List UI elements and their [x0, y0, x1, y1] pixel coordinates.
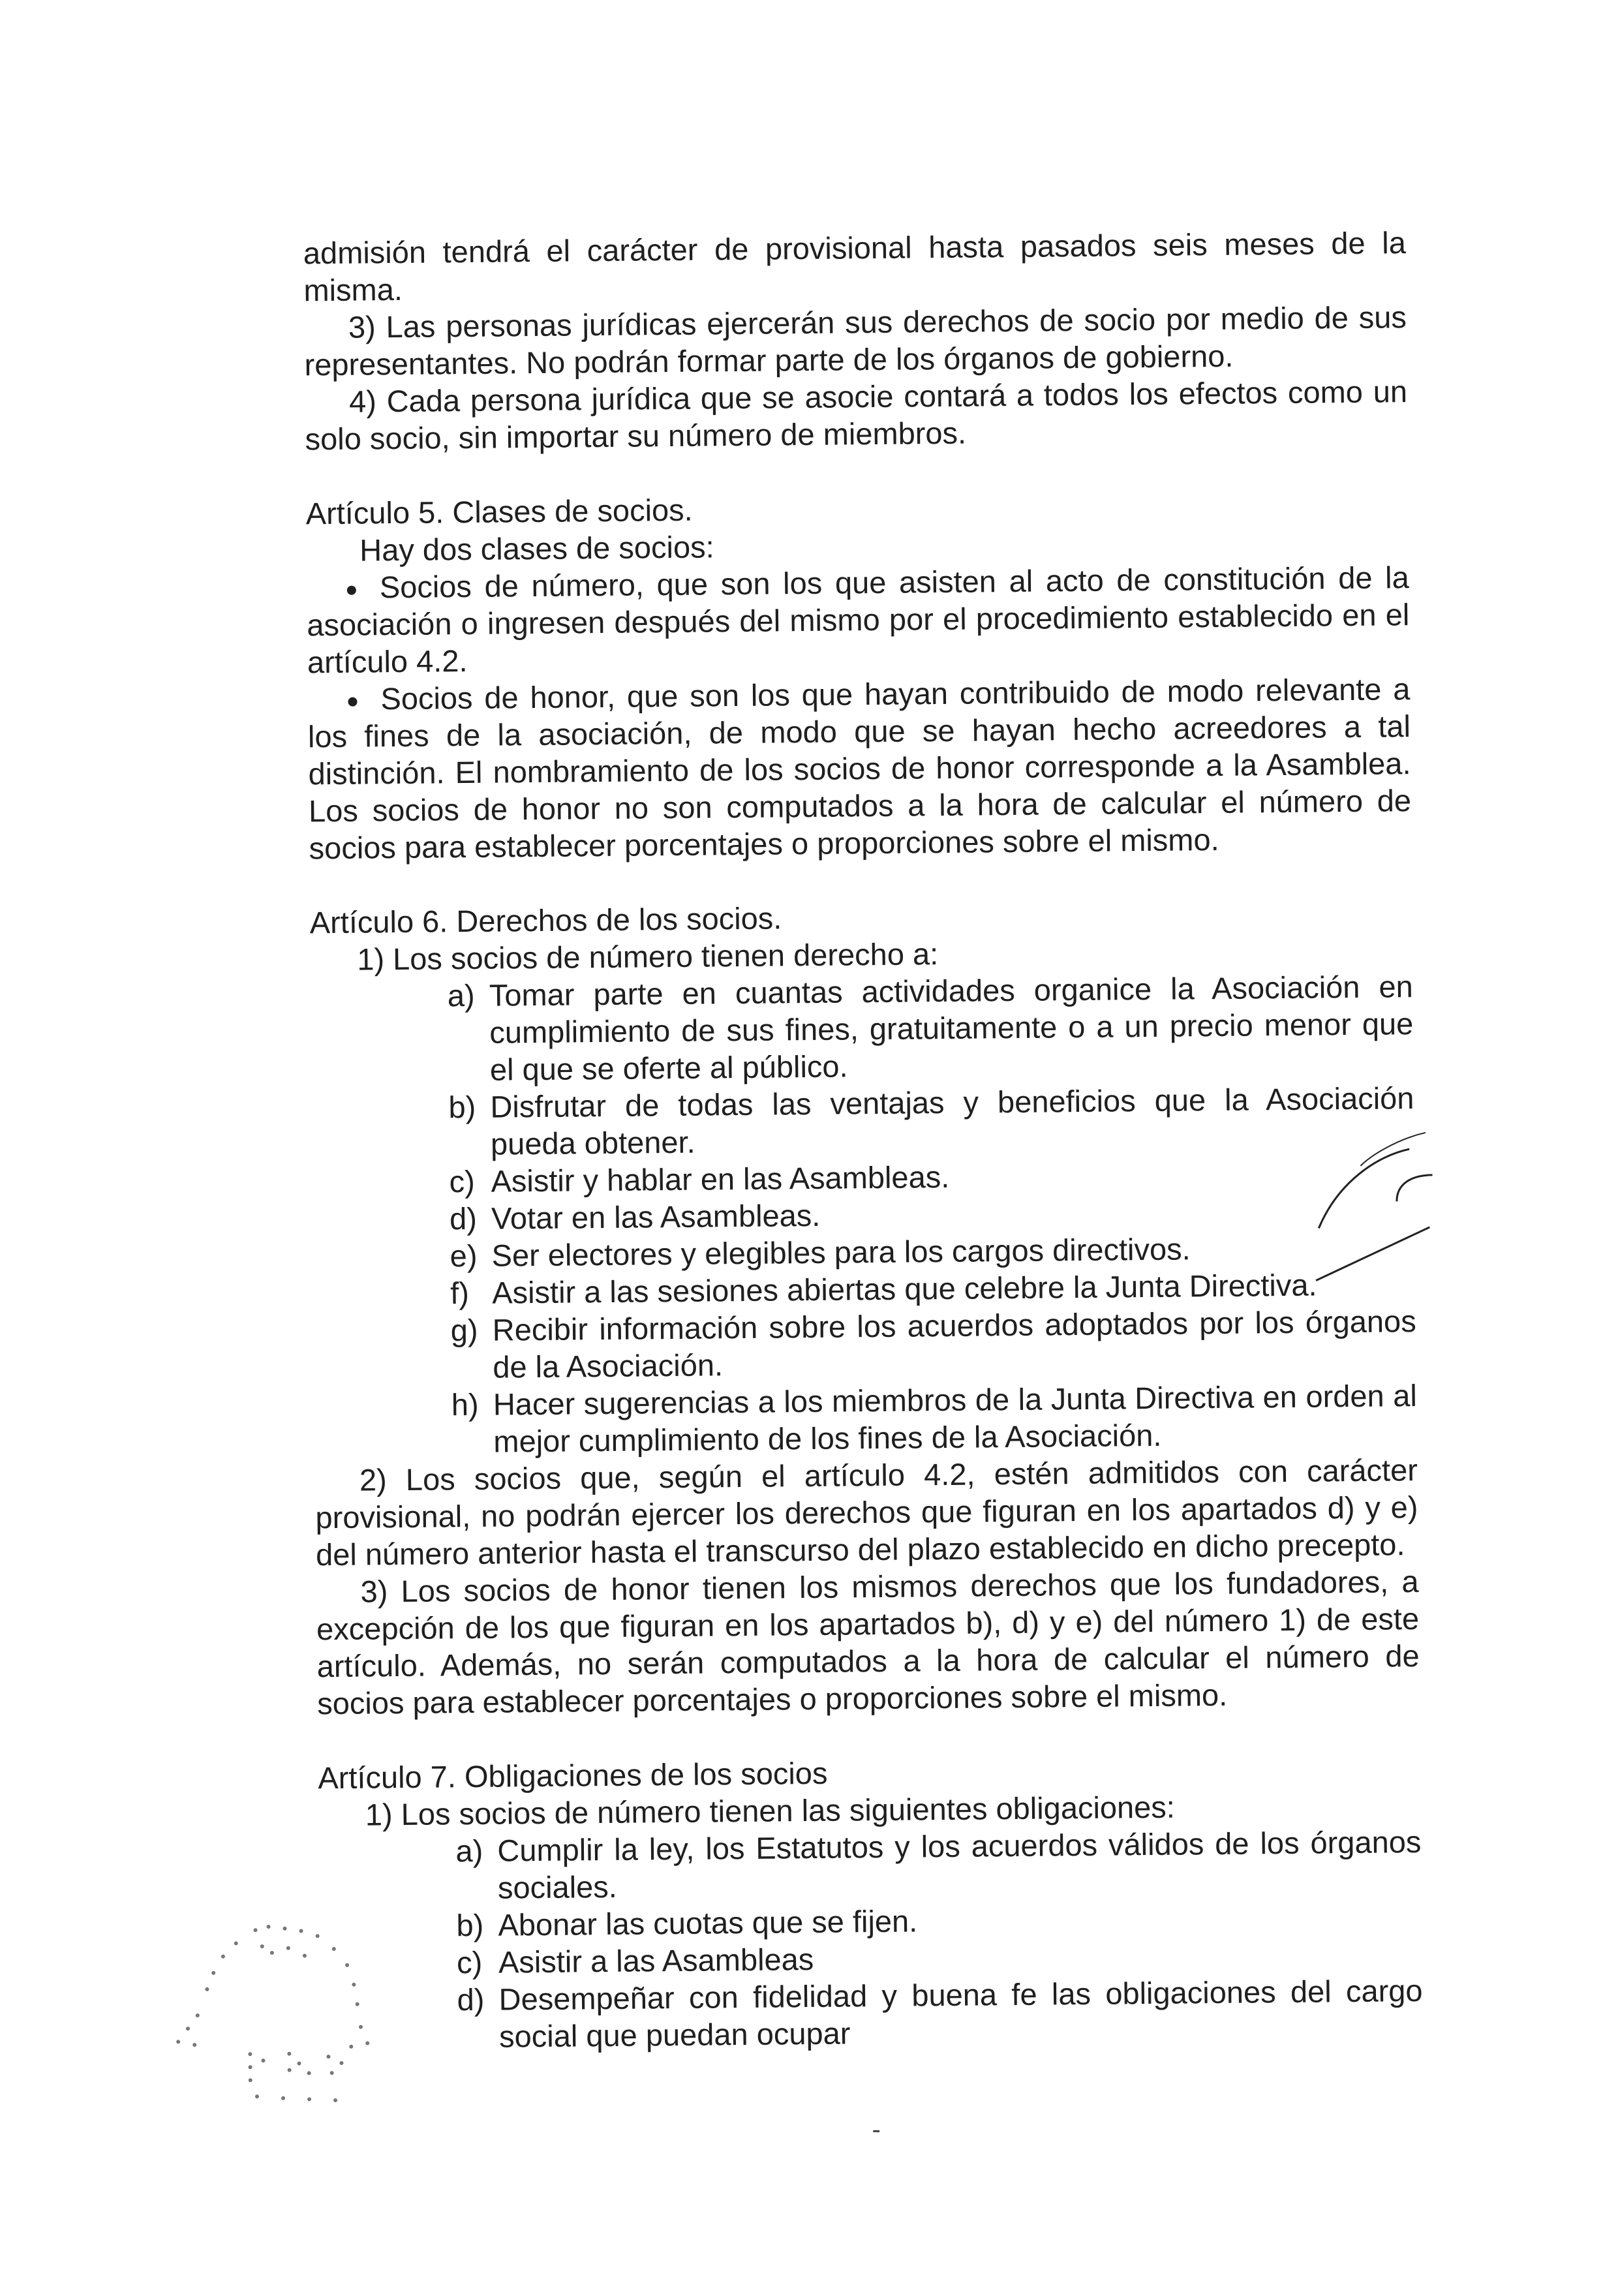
subitem-label: d) — [449, 1201, 478, 1236]
subitem-text: Hacer sugerencias a los miembros de la Junta Directiva en orden al mejor cumplimiento de los fines de la Asociación. — [493, 1378, 1418, 1459]
page-mark: - — [872, 2115, 881, 2145]
article-6-item-1: 1) Los socios de número tienen derecho a: — [357, 936, 939, 977]
article-6-subitem-b — [311, 1079, 1414, 1164]
article-6-item-3: 3) Los socios de honor tienen los mismos derechos que los fundadores, a excepción de los que figuran en los apartados b), d) y e) del número 1) de este artículo. Además, no serán computados a la hora de calcular el número de socios para establecer porcentajes o proporciones sobre el mismo. — [316, 1564, 1420, 1721]
subitem-label: b) — [448, 1089, 476, 1125]
subitem-label: h) — [451, 1386, 479, 1422]
article-6-subitem-a — [311, 968, 1414, 1090]
subitem-text: Recibir información sobre los acuerdos adoptados por los órganos de la Asociación. — [492, 1304, 1416, 1385]
subitem-text: Votar en las Asambleas. — [491, 1197, 821, 1236]
article-7-title: Artículo 7. Obligaciones de los socios — [318, 1755, 828, 1796]
subitem-label: f) — [450, 1276, 470, 1311]
article-7-item-1: 1) Los socios de número tienen las siguientes obligaciones: — [365, 1789, 1176, 1832]
article-6-title: Artículo 6. Derechos de los socios. — [309, 900, 782, 940]
subitem-text: Asistir a las sesiones abiertas que celebre la Junta Directiva. — [491, 1267, 1317, 1310]
signature-mark — [1298, 1129, 1437, 1300]
article-6-item-2: 2) Los socios que, según el artículo 4.2, estén admitidos con carácter provisional, no podrán ejercer los derechos que figuran en los apartados d) y e) del número anterior hasta el transcurso del plazo establecido en dicho precepto. — [315, 1452, 1418, 1572]
article-7 — [318, 1749, 1423, 2057]
dotted-stamp — [157, 1922, 433, 2107]
subitem-label: g) — [450, 1312, 478, 1348]
article-6-subitem-g — [313, 1302, 1416, 1387]
article-7-subitem-d — [320, 1972, 1423, 2057]
subitem-text: Desempeñar con fidelidad y buena fe las obligaciones del cargo social que puedan ocupar — [498, 1973, 1423, 2054]
subitem-text: Disfrutar de todas las ventajas y beneficios que la Asociación pueda obtener. — [490, 1080, 1414, 1161]
article-5-bullet-2 — [307, 670, 1412, 866]
subitem-label: e) — [450, 1238, 478, 1274]
document-body — [303, 224, 1424, 2057]
article-5-bullet-2-text: Socios de honor, que son los que hayan contribuido de modo relevante a los fines de la asociación, de modo que se hayan hecho acreedores a tal distinción. El nombramiento de los socios de honor corresponde a la Asamblea. Los socios de honor no son computados a la hora de calcular el número de socios para establecer porcentajes o proporciones sobre el mismo. — [307, 671, 1412, 866]
subitem-label: c) — [456, 1944, 483, 1980]
article-6 — [309, 893, 1420, 1722]
subitem-text: Abonar las cuotas que se fijen. — [498, 1903, 918, 1942]
subitem-label: d) — [457, 1982, 485, 2017]
continuation-paragraph: admisión tendrá el carácter de provisional hasta pasados seis meses de la misma. — [303, 225, 1407, 308]
subitem-text: Cumplir la ley, los Estatutos y los acuerdos válidos de los órganos sociales. — [497, 1824, 1422, 1905]
article-5-bullet-1 — [307, 559, 1411, 681]
article-7-subitem-a — [318, 1823, 1422, 1908]
article-5 — [305, 484, 1411, 866]
article-5-title: Artículo 5. Clases de socios. — [305, 492, 693, 531]
subitem-label: a) — [455, 1833, 483, 1869]
subitem-text: Asistir y hablar en las Asambleas. — [491, 1159, 950, 1199]
article-5-intro: Hay dos clases de socios: — [359, 529, 714, 568]
bullet-icon — [348, 697, 357, 706]
subitem-label: b) — [456, 1907, 484, 1943]
continuation-item-4: 4) Cada persona jurídica que se asocie contará a todos los efectos como un solo socio, sin importar su número de miembros. — [305, 374, 1408, 457]
article-5-bullet-1-text: Socios de número, que son los que asisten al acto de constitución de la asociación o ingresen después del mismo por el procedimiento establecido en el artículo 4.2. — [307, 560, 1410, 680]
continuation-item-3: 3) Las personas jurídicas ejercerán sus derechos de socio por medio de sus representantes. No podrán formar parte de los órganos de gobierno. — [304, 299, 1407, 382]
subitem-label: c) — [449, 1163, 475, 1199]
subitem-text: Ser electores y elegibles para los cargos directivos. — [491, 1231, 1191, 1273]
subitem-label: a) — [447, 977, 475, 1013]
subitem-text: Tomar parte en cuantas actividades organice la Asociación en cumplimiento de sus fines, gratuitamente o a un precio menor que el que se oferte al público. — [489, 969, 1414, 1087]
bullet-icon — [347, 585, 356, 594]
article-6-subitem-h — [314, 1377, 1418, 1462]
subitem-text: Asistir a las Asambleas — [498, 1941, 814, 1980]
